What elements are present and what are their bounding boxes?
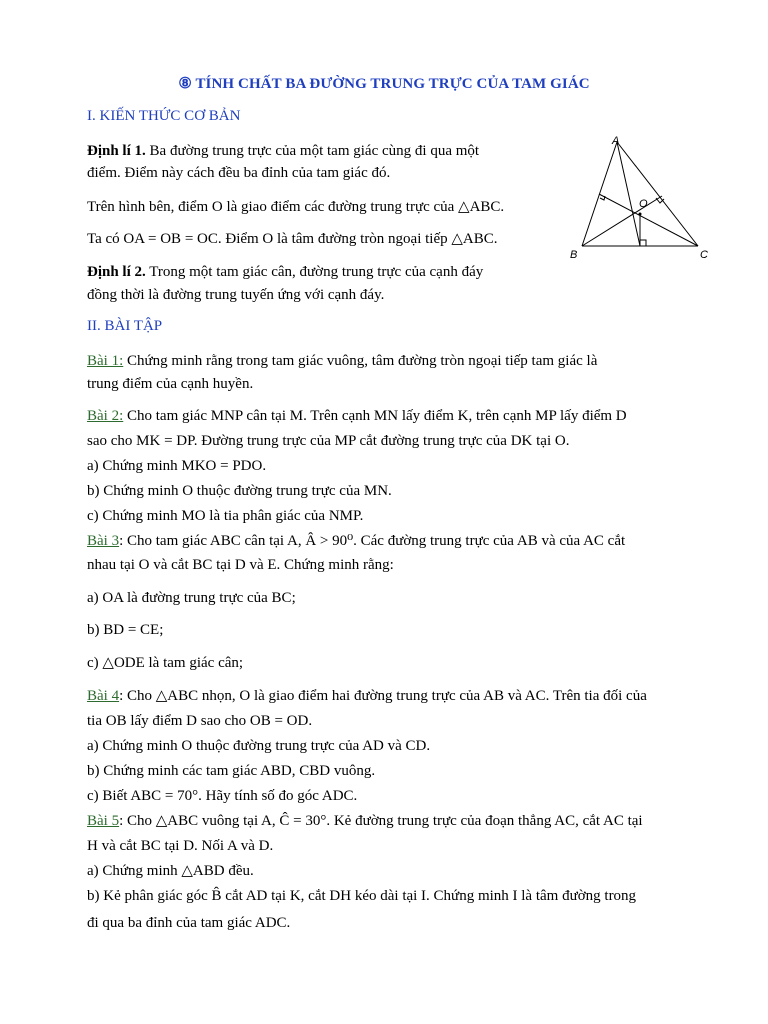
- exercise-1-text-1: Chứng minh rằng trong tam giác vuông, tâm đường tròn ngoại tiếp tam giác là: [123, 353, 598, 369]
- exercise-2-line-1: [87, 406, 627, 426]
- exercise-2-line-2: sao cho MK = DP. Đường trung trực của MP cắt đường trung trực của DK tại O.: [87, 433, 570, 449]
- exercise-2-part-b: b) Chứng minh O thuộc đường trung trực của MN.: [87, 483, 392, 499]
- exercise-2-text-1: Cho tam giác MNP cân tại M. Trên cạnh MN lấy điểm K, trên cạnh MP lấy điểm D: [123, 408, 627, 424]
- exercise-5-label: Bài 5: [87, 813, 120, 829]
- exercise-3-line-2: nhau tại O và cắt BC tại D và E. Chứng minh rằng:: [87, 557, 394, 573]
- right-angle-mark-bc: [640, 240, 646, 246]
- exercise-3-part-c: c) △ODE là tam giác cân;: [87, 655, 244, 671]
- exercise-3-text-1: : Cho tam giác ABC cân tại A, Â > 90⁰. Các đường trung trực của AB và của AC cắt: [119, 533, 626, 549]
- exercise-4-line-1: [87, 686, 647, 706]
- label-c: C: [700, 249, 708, 261]
- exercise-4-part-b: b) Chứng minh các tam giác ABD, CBD vuông.: [87, 763, 376, 779]
- exercise-5-part-a: a) Chứng minh △ABD đều.: [87, 863, 254, 879]
- point-o: [639, 213, 642, 216]
- line-c-to-ab: [599, 194, 698, 246]
- theorem-1-label: Định lí 1.: [87, 143, 146, 159]
- exercise-5-line-2: H và cắt BC tại D. Nối A và D.: [87, 838, 274, 854]
- exercise-3-part-a: a) OA là đường trung trực của BC;: [87, 590, 296, 606]
- exercise-2-part-a: a) Chứng minh MKO = PDO.: [87, 458, 267, 474]
- exercise-3-line-1: [87, 531, 625, 551]
- triangle-figure: [560, 128, 720, 268]
- exercise-5-part-b-line-1: b) Kẻ phân giác góc B̂ cắt AD tại K, cắt DH kéo dài tại I. Chứng minh I là tâm đường trong: [87, 888, 637, 904]
- equal-distance-statement: Ta có OA = OB = OC. Điểm O là tâm đường tròn ngoại tiếp △ABC.: [87, 231, 498, 247]
- theorem-1-line-2: điểm. Điểm này cách đều ba đỉnh của tam giác đó.: [87, 165, 391, 181]
- exercise-2-part-c: c) Chứng minh MO là tia phân giác của NMP.: [87, 508, 364, 524]
- theorem-2-text-1: Trong một tam giác cân, đường trung trực của cạnh đáy: [145, 264, 484, 280]
- line-a-to-bc: [617, 142, 640, 246]
- exercise-1-line-1: [87, 351, 597, 371]
- section-heading-basic-knowledge: I. KIẾN THỨC CƠ BẢN: [87, 108, 241, 124]
- label-b: B: [570, 249, 578, 261]
- exercise-1-label: Bài 1:: [87, 353, 124, 369]
- figure-description: Trên hình bên, điểm O là giao điểm các đường trung trực của △ABC.: [87, 199, 505, 215]
- section-heading-exercises: II. BÀI TẬP: [87, 318, 163, 334]
- exercise-4-part-a: a) Chứng minh O thuộc đường trung trực của AD và CD.: [87, 738, 431, 754]
- theorem-2-line-1: [87, 262, 483, 282]
- exercise-5-text-1: : Cho △ABC vuông tại A, Ĉ = 30°. Kẻ đường trung trực của đoạn thẳng AC, cắt AC tại: [119, 813, 643, 829]
- exercise-4-part-c: c) Biết ABC = 70°. Hãy tính số đo góc ADC.: [87, 788, 358, 804]
- exercise-5-line-1: [87, 811, 643, 831]
- page-title: ⑧ TÍNH CHẤT BA ĐƯỜNG TRUNG TRỰC CỦA TAM GIÁC: [178, 76, 590, 92]
- label-o: O: [639, 198, 648, 210]
- right-angle-mark-ac: [656, 198, 664, 203]
- side-ac: [617, 142, 698, 246]
- theorem-2-label: Định lí 2.: [87, 264, 146, 280]
- exercise-1-line-2: trung điểm của cạnh huyền.: [87, 376, 254, 392]
- label-a: A: [612, 135, 620, 147]
- theorem-2-line-2: đồng thời là đường trung tuyến ứng với cạnh đáy.: [87, 287, 385, 303]
- exercise-3-label: Bài 3: [87, 533, 120, 549]
- exercise-4-text-1: : Cho △ABC nhọn, O là giao điểm hai đường trung trực của AB và AC. Trên tia đối của: [119, 688, 647, 704]
- exercise-2-label: Bài 2:: [87, 408, 124, 424]
- theorem-1-text-1: Ba đường trung trực của một tam giác cùng đi qua một: [145, 143, 480, 159]
- exercise-4-label: Bài 4: [87, 688, 120, 704]
- exercise-5-part-b-line-2: đi qua ba đỉnh của tam giác ADC.: [87, 915, 291, 931]
- exercise-3-part-b: b) BD = CE;: [87, 622, 164, 638]
- theorem-1-line-1: [87, 141, 479, 161]
- exercise-4-line-2: tia OB lấy điểm D sao cho OB = OD.: [87, 713, 313, 729]
